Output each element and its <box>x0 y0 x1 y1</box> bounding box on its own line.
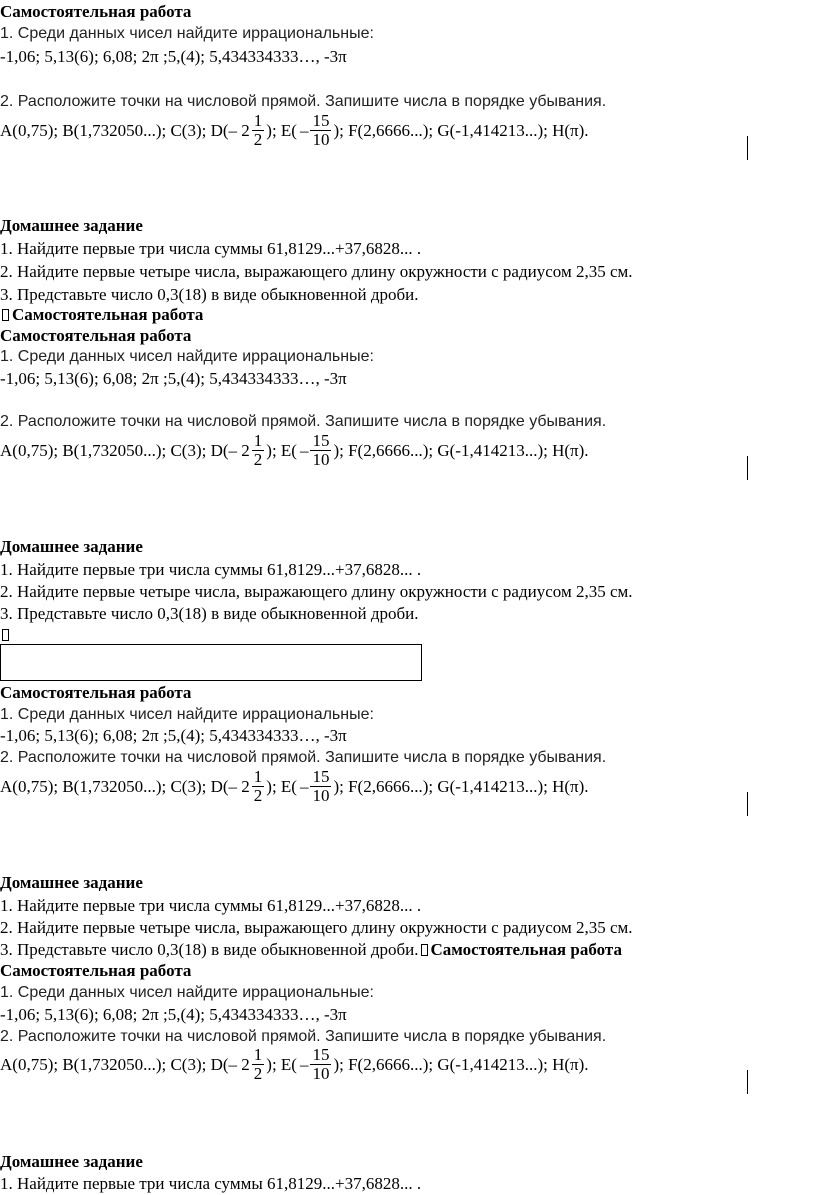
task-1: 1. Среди данных чисел найдите иррациональные: <box>0 984 374 1001</box>
points-line <box>0 768 589 805</box>
fraction-denominator: 2 <box>253 1064 263 1083</box>
fraction-numerator: 15 <box>312 1045 330 1064</box>
homework-title: Домашнее задание <box>0 873 143 892</box>
points-text-a: A(0,75); B(1,732050...); C(3); D( <box>0 1054 229 1074</box>
fraction-denominator: 2 <box>253 130 263 149</box>
homework-item-1: 1. Найдите первые три числа суммы 61,8129...+37,6828... . <box>0 896 422 915</box>
homework-item-2: 2. Найдите первые четыре числа, выражающего длину окружности с радиусом 2,35 см. <box>0 918 633 937</box>
fraction-numerator: 1 <box>253 431 263 450</box>
homework-title: Домашнее задание <box>0 537 143 556</box>
fraction-numerator: 15 <box>312 111 330 130</box>
separator-line <box>0 625 12 645</box>
homework-item-3-with-title <box>0 940 622 960</box>
d-whole: – 2 <box>228 1054 250 1074</box>
task-2: 2. Расположите точки на числовой прямой. Запишите числа в порядке убывания. <box>0 1028 607 1045</box>
number-list: -1,06; 5,13(6); 6,08; 2π ;5,(4); 5,434334333…, -3π <box>0 1005 347 1024</box>
points-text-a: A(0,75); B(1,732050...); C(3); D( <box>0 120 229 140</box>
fraction-denominator: 10 <box>312 786 330 805</box>
homework-item-2: 2. Найдите первые четыре числа, выражающего длину окружности с радиусом 2,35 см. <box>0 262 633 281</box>
fraction-d <box>252 1046 265 1083</box>
homework-item-2: 2. Найдите первые четыре числа, выражающего длину окружности с радиусом 2,35 см. <box>0 582 633 601</box>
text-cursor-bar <box>747 136 748 160</box>
fraction-e <box>310 1046 331 1083</box>
points-text-mid: ); E( <box>266 120 297 140</box>
empty-text-box[interactable] <box>0 644 422 681</box>
points-text-rest: ); F(2,6666...); G(-1,414213...); H(π). <box>333 120 589 140</box>
text-cursor-bar <box>747 792 748 816</box>
homework-title: Домашнее задание <box>0 216 143 235</box>
fraction-e <box>310 112 331 149</box>
homework-item-1: 1. Найдите первые три числа суммы 61,8129...+37,6828... . <box>0 1174 422 1193</box>
fraction-d <box>252 432 265 469</box>
points-text-rest: ); F(2,6666...); G(-1,414213...); H(π). <box>333 776 589 796</box>
section-title: Самостоятельная работа <box>0 2 192 21</box>
fraction-e <box>310 768 331 805</box>
fraction-denominator: 2 <box>253 450 263 469</box>
missing-glyph-icon <box>2 309 9 321</box>
section-title: Самостоятельная работа <box>0 326 192 345</box>
task-2: 2. Расположите точки на числовой прямой. Запишите числа в порядке убывания. <box>0 93 607 110</box>
points-text-a: A(0,75); B(1,732050...); C(3); D( <box>0 440 229 460</box>
points-text-rest: ); F(2,6666...); G(-1,414213...); H(π). <box>333 1054 589 1074</box>
e-sign: – <box>299 440 309 460</box>
homework-item-1: 1. Найдите первые три числа суммы 61,8129...+37,6828... . <box>0 560 422 579</box>
homework-item-3: 3. Представьте число 0,3(18) в виде обыкновенной дроби. <box>0 604 419 623</box>
section-title: Самостоятельная работа <box>0 683 192 702</box>
e-sign: – <box>299 776 309 796</box>
task-1: 1. Среди данных чисел найдите иррациональные: <box>0 706 374 723</box>
text-cursor-bar <box>747 456 748 480</box>
homework-title: Домашнее задание <box>0 1152 143 1171</box>
points-text-a: A(0,75); B(1,732050...); C(3); D( <box>0 776 229 796</box>
points-line <box>0 1046 589 1083</box>
fraction-d <box>252 768 265 805</box>
section-title: Самостоятельная работа <box>430 940 622 959</box>
section-title: Самостоятельная работа <box>12 305 204 324</box>
fraction-e <box>310 432 331 469</box>
points-text-mid: ); E( <box>266 776 297 796</box>
task-2: 2. Расположите точки на числовой прямой. Запишите числа в порядке убывания. <box>0 749 607 766</box>
fraction-numerator: 15 <box>312 431 330 450</box>
task-1: 1. Среди данных чисел найдите иррациональные: <box>0 25 374 42</box>
homework-item-3: 3. Представьте число 0,3(18) в виде обыкновенной дроби. <box>0 940 419 959</box>
section-title-repeat <box>0 305 203 325</box>
fraction-denominator: 10 <box>312 1064 330 1083</box>
points-text-rest: ); F(2,6666...); G(-1,414213...); H(π). <box>333 440 589 460</box>
d-whole: – 2 <box>228 120 250 140</box>
task-2: 2. Расположите точки на числовой прямой. Запишите числа в порядке убывания. <box>0 413 607 430</box>
points-text-mid: ); E( <box>266 440 297 460</box>
missing-glyph-icon <box>2 629 9 641</box>
task-1: 1. Среди данных чисел найдите иррациональные: <box>0 348 374 365</box>
points-line <box>0 432 589 469</box>
number-list: -1,06; 5,13(6); 6,08; 2π ;5,(4); 5,434334333…, -3π <box>0 47 347 66</box>
d-whole: – 2 <box>228 440 250 460</box>
text-cursor-bar <box>747 1070 748 1094</box>
fraction-numerator: 1 <box>253 767 263 786</box>
e-sign: – <box>299 120 309 140</box>
homework-item-3: 3. Представьте число 0,3(18) в виде обыкновенной дроби. <box>0 285 419 304</box>
missing-glyph-icon <box>421 944 428 956</box>
fraction-denominator: 2 <box>253 786 263 805</box>
e-sign: – <box>299 1054 309 1074</box>
homework-item-1: 1. Найдите первые три числа суммы 61,8129...+37,6828... . <box>0 239 422 258</box>
number-list: -1,06; 5,13(6); 6,08; 2π ;5,(4); 5,434334333…, -3π <box>0 369 347 388</box>
points-text-mid: ); E( <box>266 1054 297 1074</box>
d-whole: – 2 <box>228 776 250 796</box>
fraction-numerator: 15 <box>312 767 330 786</box>
fraction-denominator: 10 <box>312 450 330 469</box>
points-line <box>0 112 589 149</box>
section-title: Самостоятельная работа <box>0 961 192 980</box>
fraction-numerator: 1 <box>253 1045 263 1064</box>
fraction-denominator: 10 <box>312 130 330 149</box>
fraction-numerator: 1 <box>253 111 263 130</box>
number-list: -1,06; 5,13(6); 6,08; 2π ;5,(4); 5,434334333…, -3π <box>0 726 347 745</box>
fraction-d <box>252 112 265 149</box>
